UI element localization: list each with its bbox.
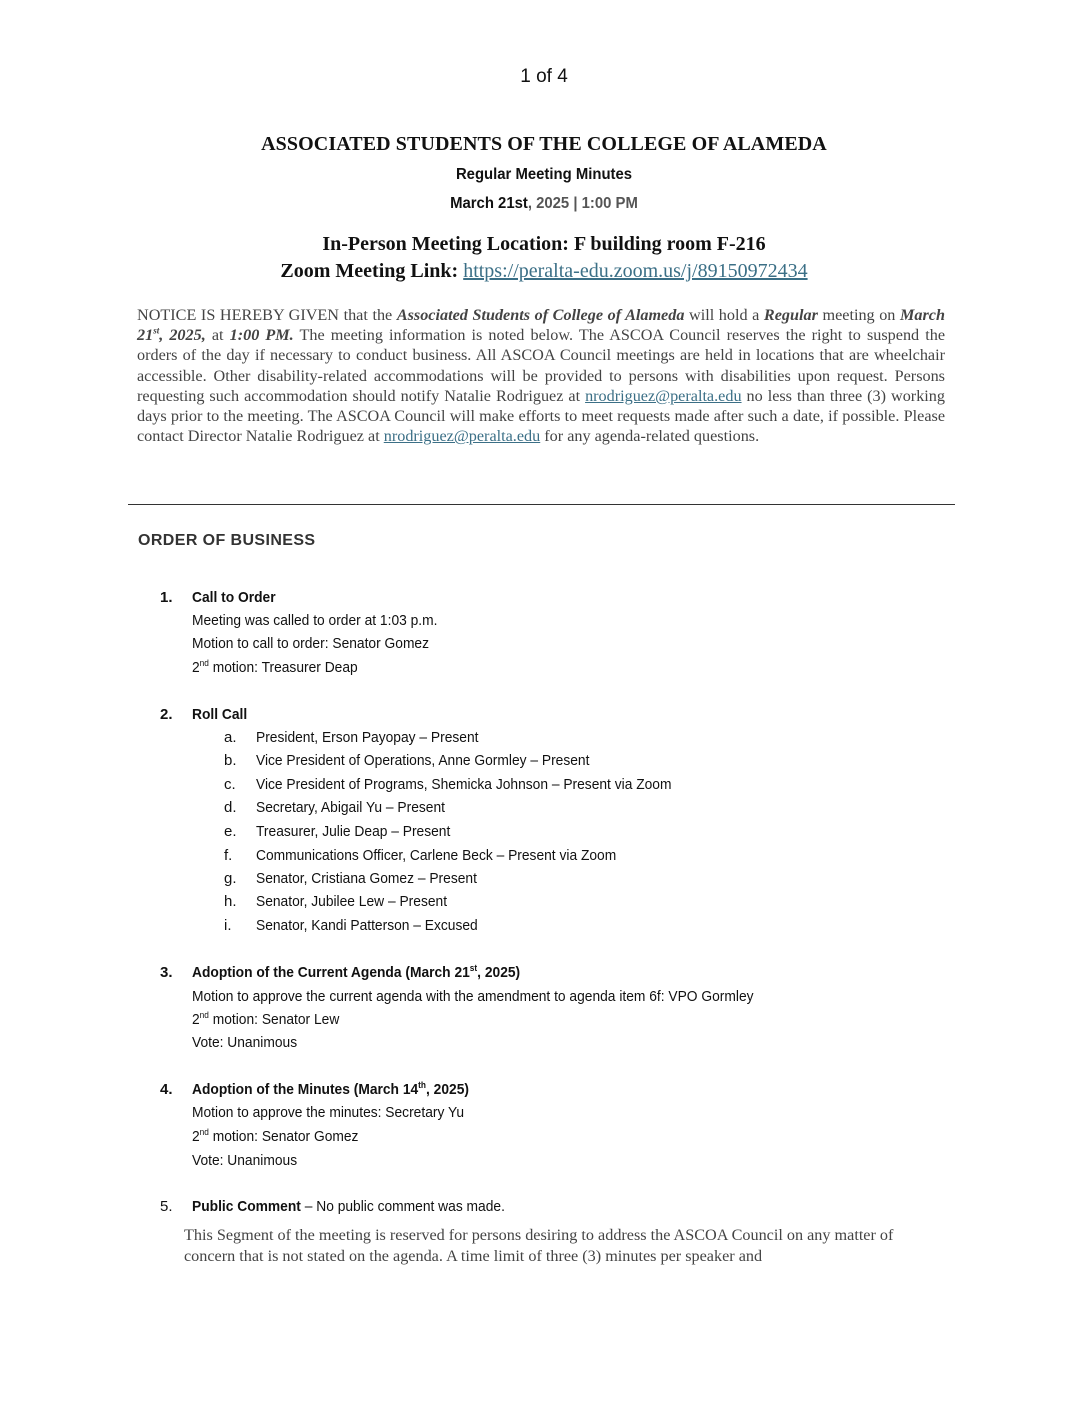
notice-lead: NOTICE IS HEREBY GIVEN: [137, 306, 339, 324]
notice-text: no less than three (3) working days prior to the meeting. The ASCOA Council will make efforts to meet requests made after such a date, if possible. Please contact Director Natalie Rodriguez at: [137, 386, 945, 446]
notice-text: that the: [339, 306, 397, 324]
notice-date-year: , 2025,: [159, 326, 206, 345]
notice-text: The meeting information is noted below. The ASCOA Council reserves the right to suspend the orders of the day if necessary to conduct business. All ASCOA Council meetings are held in locations that are wheelchair accessible. Other disability-related accommodations will be provided to persons with disabilities upon request. Persons requesting such accommodation should notify Natalie Rodriguez at: [137, 326, 946, 405]
document-subtitle: Regular Meeting Minutes: [455, 166, 633, 183]
notice-date-suffix: st: [153, 325, 160, 336]
entry-letter: a.: [224, 729, 237, 746]
ordinal-suffix: nd: [199, 1127, 209, 1137]
ordinal-suffix: th: [418, 1080, 426, 1090]
title-text: Adoption of the Minutes (March 14: [192, 1081, 419, 1098]
item-detail: [192, 1128, 358, 1145]
item-detail: Motion to approve the current agenda with the amendment to agenda item 6f: VPO Gormley: [192, 988, 754, 1005]
entry-letter: h.: [224, 893, 237, 910]
public-comment-note: – No public comment was made.: [300, 1198, 505, 1215]
item-detail: Motion to call to order: Senator Gomez: [192, 635, 430, 652]
entry-text: Treasurer, Julie Deap – Present: [256, 823, 451, 840]
meeting-year-time: , 2025 | 1:00 PM: [527, 195, 638, 212]
organization-title: ASSOCIATED STUDENTS OF THE COLLEGE OF ALAMEDA: [261, 133, 827, 155]
notice-text: at: [205, 326, 230, 345]
entry-letter: i.: [224, 917, 232, 934]
entry-text: Senator, Jubilee Lew – Present: [256, 893, 448, 910]
item-detail: Vote: Unanimous: [192, 1152, 298, 1169]
notice-date: March 21: [137, 306, 945, 345]
contact-email-link[interactable]: nrodriguez@peralta.edu: [383, 427, 541, 446]
entry-text: Secretary, Abigail Yu – Present: [256, 799, 445, 816]
ordinal-number: 2: [192, 1128, 200, 1145]
entry-letter: b.: [224, 752, 237, 769]
item-detail: Vote: Unanimous: [192, 1034, 298, 1051]
notice-meeting-type: Regular: [763, 306, 818, 324]
item-number: 3.: [160, 964, 173, 981]
title-text: Adoption of the Current Agenda (March 21: [192, 964, 470, 981]
item-detail: Motion to approve the minutes: Secretary Yu: [192, 1104, 465, 1121]
meeting-location: In-Person Meeting Location: F building room F-216: [322, 233, 766, 255]
motion-text: motion: Senator Lew: [208, 1011, 340, 1028]
item-title: [192, 1081, 469, 1098]
item-title: Roll Call: [192, 706, 248, 723]
section-divider: [128, 504, 955, 505]
item-detail: Meeting was called to order at 1:03 p.m.: [192, 612, 438, 629]
notice-time: 1:00 PM.: [229, 326, 294, 345]
item-number: 1.: [160, 589, 173, 606]
contact-email-link[interactable]: nrodriguez@peralta.edu: [585, 386, 742, 405]
entry-letter: c.: [224, 776, 236, 793]
title-text: Public Comment: [192, 1198, 301, 1215]
entry-text: Vice President of Operations, Anne Gormley – Present: [256, 752, 590, 769]
order-of-business-heading: ORDER OF BUSINESS: [138, 532, 316, 549]
ordinal-number: 2: [192, 1011, 200, 1028]
entry-text: Senator, Cristiana Gomez – Present: [256, 870, 477, 887]
ordinal-suffix: st: [469, 963, 478, 973]
meeting-date: March 21st: [450, 195, 528, 212]
notice-paragraph: [137, 305, 945, 446]
entry-letter: d.: [224, 799, 237, 816]
item-number: 2.: [160, 706, 173, 723]
item-title: [192, 1198, 505, 1215]
notice-text: for any agenda-related questions.: [540, 427, 760, 446]
item-number: 5.: [160, 1198, 173, 1215]
motion-text: motion: Treasurer Deap: [208, 659, 358, 676]
item-title: [192, 964, 520, 981]
entry-letter: g.: [224, 870, 237, 887]
page-counter: 1 of 4: [520, 66, 568, 87]
entry-letter: e.: [224, 823, 237, 840]
zoom-link-line: [0, 260, 1088, 283]
ordinal-suffix: nd: [199, 658, 209, 668]
title-year: , 2025): [477, 964, 521, 981]
entry-letter: f.: [224, 847, 233, 864]
item-detail: [192, 1011, 339, 1028]
public-comment-description: This Segment of the meeting is reserved for persons desiring to address the ASCOA Council on any matter of concern that is not stated on the agenda. A time limit of three (3) minutes per speaker and: [184, 1226, 894, 1265]
meeting-date-time: [38, 195, 1050, 213]
entry-text: Vice President of Programs, Shemicka Johnson – Present via Zoom: [256, 776, 672, 793]
notice-text: meeting on: [817, 306, 900, 324]
item-title: Call to Order: [192, 589, 276, 606]
entry-text: Communications Officer, Carlene Beck – Present via Zoom: [256, 847, 617, 864]
entry-text: Senator, Kandi Patterson – Excused: [256, 917, 478, 934]
notice-org-name: Associated Students of College of Alameda: [396, 306, 685, 324]
item-detail: [192, 659, 358, 676]
notice-text: will hold a: [684, 306, 764, 324]
item-number: 4.: [160, 1081, 173, 1098]
entry-text: President, Erson Payopay – Present: [256, 729, 479, 746]
zoom-link-label: Zoom Meeting Link:: [280, 260, 459, 282]
ordinal-suffix: nd: [199, 1010, 209, 1020]
zoom-meeting-link[interactable]: https://peralta-edu.zoom.us/j/89150972434: [463, 260, 808, 282]
ordinal-number: 2: [192, 659, 200, 676]
title-year: , 2025): [425, 1081, 469, 1098]
motion-text: motion: Senator Gomez: [208, 1128, 359, 1145]
